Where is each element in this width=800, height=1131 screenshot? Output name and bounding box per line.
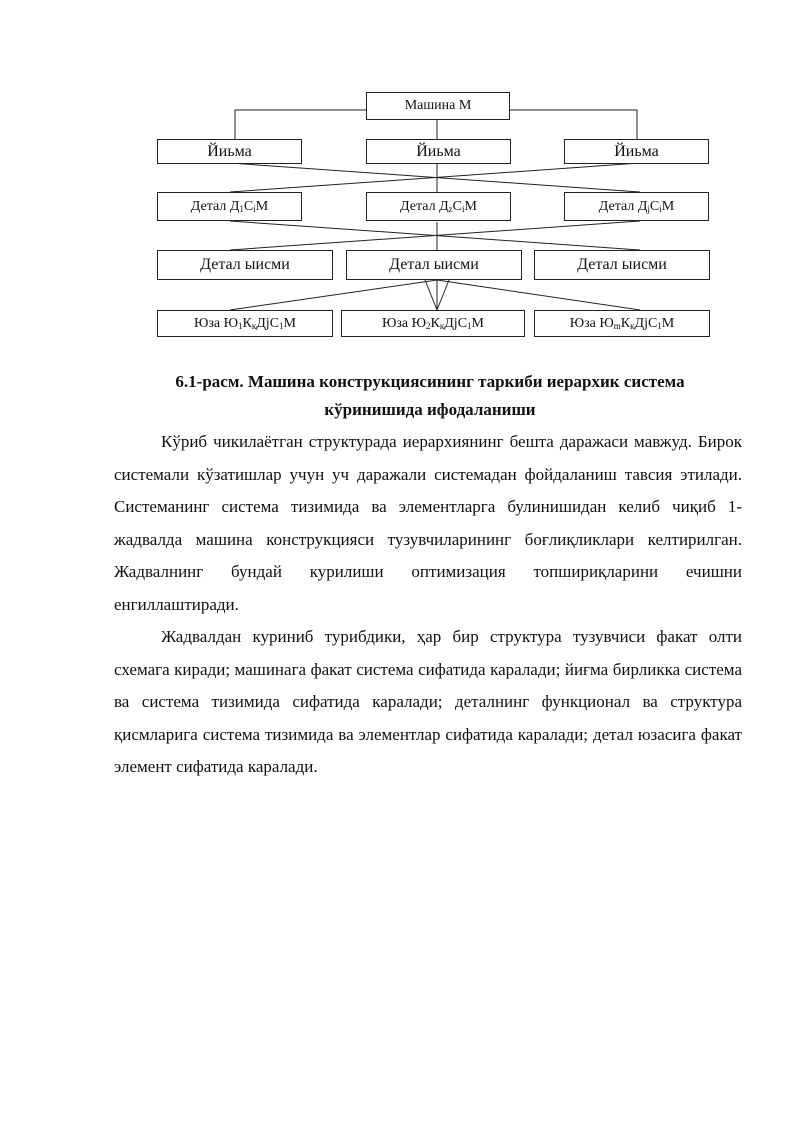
machine-label: Машина М — [404, 98, 472, 113]
part-label: Детал ыисми — [389, 256, 479, 273]
connector-fan-1 — [230, 280, 437, 310]
detail-box-1 — [157, 192, 302, 221]
surface-box-1 — [157, 310, 333, 337]
caption-line-1: 6.1-расм. Машина конструкциясининг таркиби иерархик система — [175, 372, 685, 391]
surface-label: Юза $Ю_mК_кДjС_1М$ — [569, 315, 675, 331]
connector-top-left — [235, 110, 366, 139]
paragraph-2: Жадвалдан куриниб турибдики, ҳар бир структура тузувчиси факат олти схемага киради; машинага факат система сифатида каралади; йиғма бирликка система ва система тизимида сифатида каралади; деталнинг функционал ва структура қисмларига система тизимида ва элементлар сифатида каралади; детал юзасига факат элемент сифатида каралади. — [114, 627, 742, 776]
figure-caption — [110, 368, 750, 424]
part-label: Детал ыисми — [200, 256, 290, 273]
machine-box — [366, 92, 510, 120]
detail-label: Детал $Д_1С_iМ$ — [190, 198, 269, 214]
detail-box-2 — [366, 192, 511, 221]
surface-box-3 — [534, 310, 710, 337]
connector-fan-4 — [425, 280, 437, 310]
part-label: Детал ыисми — [577, 256, 667, 273]
detail-box-3 — [564, 192, 709, 221]
paragraph-1: Кўриб чикилаётган структурада иерархиянинг бешта даражаси мавжуд. Бирок системали кўзатишлар учун уч даражали системадан фойдаланиш тавсия этилади. Системанинг система тизимида ва элементларга булинишидан келиб чиқиб 1-жадвалда машина конструкцияси тузувчиларининг боғлиқликлари келтирилган. Жадвалнинг бундай курилиши оптимизация топшириқларини ечишни енгиллаштиради. — [114, 432, 742, 614]
part-box-3 — [534, 250, 710, 280]
assembly-label: Йиьма — [207, 142, 252, 160]
part-box-2 — [346, 250, 522, 280]
assembly-box-1 — [157, 139, 302, 164]
assembly-box-2 — [366, 139, 511, 164]
detail-label: Детал $Д_zС_iМ$ — [400, 198, 477, 214]
hierarchy-diagram-lines — [0, 0, 800, 360]
part-box-1 — [157, 250, 333, 280]
body-text — [114, 426, 742, 784]
assembly-box-3 — [564, 139, 709, 164]
detail-label: Детал $Д_jС_iМ$ — [598, 198, 675, 214]
connector-fan-2 — [437, 280, 640, 310]
surface-label: Юза $Ю_2К_кДjС_1М$ — [382, 315, 484, 331]
assembly-label: Йиьма — [416, 142, 461, 160]
assembly-label: Йиьма — [614, 142, 659, 160]
surface-label: Юза $Ю_1К_кДjС_1М$ — [194, 315, 296, 331]
surface-box-2 — [341, 310, 525, 337]
connector-fan-5 — [437, 280, 449, 310]
connector-top-right — [510, 110, 637, 139]
caption-line-2: кўринишида ифодаланиши — [324, 400, 536, 419]
